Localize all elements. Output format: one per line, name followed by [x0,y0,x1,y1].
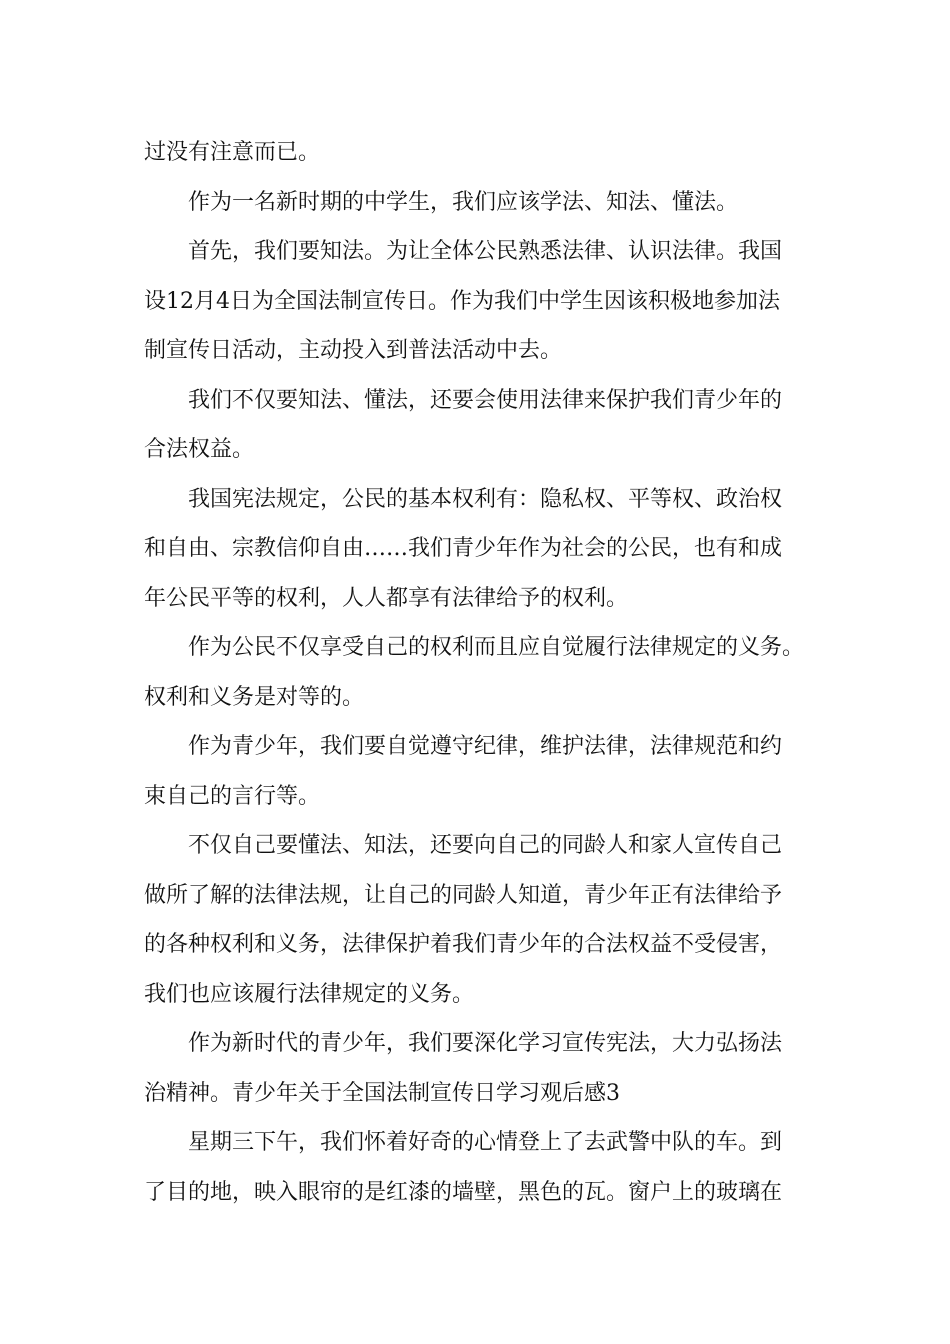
text-line: 设12月4日为全国法制宣传日。作为我们中学生因该积极地参加法 [144,288,780,314]
paragraph-first-line: 我们不仅要知法、懂法，还要会使用法律来保护我们青少年的 [188,387,783,413]
text-line: 我们也应该履行法律规定的义务。 [144,981,475,1007]
paragraph-first-line: 作为一名新时期的中学生，我们应该学法、知法、懂法。 [188,189,739,215]
text-line: 了目的地，映入眼帘的是红漆的墙壁，黑色的瓦。窗户上的玻璃在 [144,1179,783,1205]
text-line: 和自由、宗教信仰自由……我们青少年作为社会的公民，也有和成 [144,536,783,561]
paragraph-first-line: 首先，我们要知法。为让全体公民熟悉法律、认识法律。我国 [188,239,783,264]
paragraph-first-line: 作为青少年，我们要自觉遵守纪律，维护法律，法律规范和约 [188,734,783,759]
text-line: 合法权益。 [144,437,255,462]
text-line: 做所了解的法律法规，让自己的同龄人知道，青少年正有法律给予 [144,882,783,908]
text-line: 权利和义务是对等的。 [144,684,365,710]
paragraph-first-line: 作为公民不仅享受自己的权利而且应自觉履行法律规定的义务。 [188,635,805,660]
text-line: 年公民平等的权利，人人都享有法律给予的权利。 [144,585,629,611]
text-line: 的各种权利和义务，法律保护着我们青少年的合法权益不受侵害， [144,932,783,957]
text-line: 治精神。青少年关于全国法制宣传日学习观后感3 [144,1080,620,1106]
paragraph-first-line: 我国宪法规定，公民的基本权利有：隐私权、平等权、政治权 [188,486,783,512]
paragraph-first-line: 作为新时代的青少年，我们要深化学习宣传宪法，大力弘扬法 [188,1031,783,1056]
document-body [144,128,814,1217]
paragraph-first-line: 星期三下午，我们怀着好奇的心情登上了去武警中队的车。到 [188,1130,783,1155]
text-line: 制宣传日活动，主动投入到普法活动中去。 [144,338,563,363]
text-line: 束自己的言行等。 [144,783,321,809]
text-line: 过没有注意而已。 [144,140,321,165]
paragraph-first-line: 不仅自己要懂法、知法，还要向自己的同龄人和家人宣传自己 [188,833,783,858]
